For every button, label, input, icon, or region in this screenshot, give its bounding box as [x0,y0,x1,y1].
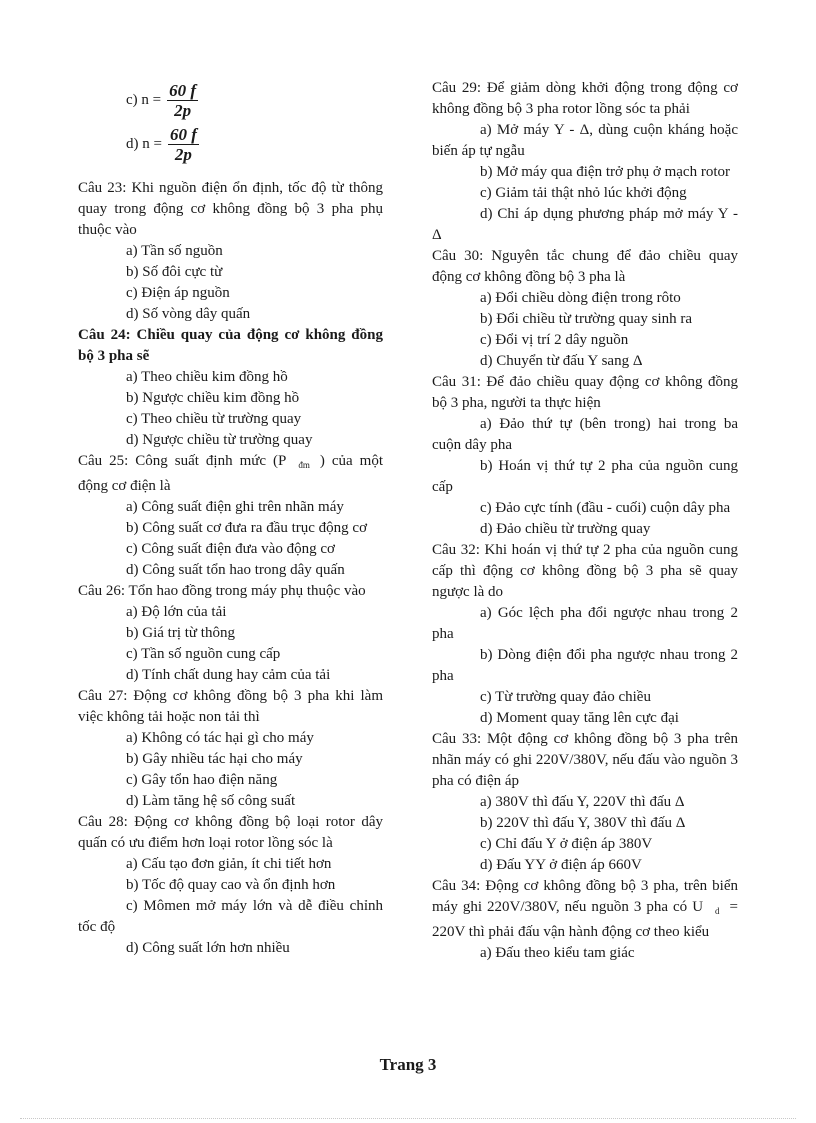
option: a) Mở máy Y - Δ, dùng cuộn kháng hoặc biến áp tự ngẫu [432,122,738,159]
option: b) Gây nhiều tác hại cho máy [126,751,303,767]
option: c) Công suất điện đưa vào động cơ [126,541,335,557]
formula-label: d) n = [126,135,162,152]
question-text-end: ) của một động cơ điện là [78,453,383,494]
fraction-numerator: 60 f [169,124,197,144]
question-text: Câu 28: Động cơ không đồng bộ loại rotor dây quấn có ưu điểm hơn loại rotor lồng sóc là [78,814,383,851]
fraction [167,81,198,120]
option: a) Không có tác hại gì cho máy [126,730,314,746]
option: d) Chuyển từ đấu Y sang Δ [480,353,643,369]
fraction-numerator: 60 f [169,80,197,100]
option: b) Số đôi cực từ [126,264,223,280]
fraction [168,125,199,164]
option: b) Dòng điện đổi pha ngược nhau trong 2 pha [432,647,738,684]
question-text: Câu 24: Chiều quay của động cơ không đồng bộ 3 pha sẽ [78,327,383,364]
question-31 [432,372,738,540]
formula-label: c) n = [126,91,162,108]
option: c) Từ trường quay đảo chiều [480,689,651,705]
question-text: Câu 33: Một động cơ không đồng bộ 3 pha trên nhãn máy có ghi 220V/380V, nếu đấu vào nguồn 3 pha có điện áp [432,731,738,789]
option: a) Đấu theo kiểu tam giác [480,945,635,961]
option: c) Điện áp nguồn [126,285,230,301]
question-24 [78,325,383,451]
fraction-denominator: 2p [174,100,192,120]
option: b) Ngược chiều kim đồng hồ [126,390,300,406]
option: d) Đấu YY ở điện áp 660V [480,857,642,873]
option: c) Theo chiều từ trường quay [126,411,302,427]
question-text-start: Câu 34: Động cơ không đồng bộ 3 pha, trên biển máy ghi 220V/380V, nếu nguồn 3 pha có U [432,878,738,915]
option: a) Công suất điện ghi trên nhãn máy [126,499,344,515]
question-text: Câu 29: Để giảm dòng khởi động trong động cơ không đồng bộ 3 pha rotor lồng sóc ta phải [432,80,738,117]
option: a) Đảo thứ tự (bên trong) hai trong ba cuộn dây pha [432,416,738,453]
option: a) 380V thì đấu Y, 220V thì đấu Δ [480,794,685,810]
option: c) Gây tổn hao điện năng [126,772,278,788]
option: d) Công suất tổn hao trong dây quấn [126,562,345,578]
question-30 [432,246,738,372]
question-text [78,451,383,497]
formula-c [126,78,383,122]
left-column [78,78,383,959]
question-text: Câu 30: Nguyên tắc chung để đảo chiều quay động cơ không đồng bộ 3 pha là [432,248,738,285]
option: b) Tốc độ quay cao và ổn định hơn [126,877,336,893]
option: b) Mở máy qua điện trở phụ ở mạch rotor [480,164,730,180]
question-33 [432,729,738,876]
page-number: Trang 3 [379,1055,437,1074]
option: c) Mômen mở máy lớn và dễ điều chỉnh tốc độ [78,898,383,935]
option: b) Hoán vị thứ tự 2 pha của nguồn cung cấp [432,458,738,495]
subscript: đm [298,460,310,470]
option: c) Đảo cực tính (đầu - cuối) cuộn dây pha [480,500,731,516]
option: b) 220V thì đấu Y, 380V thì đấu Δ [480,815,686,831]
question-text-end: = 220V thì phải đấu vận hành động cơ theo kiểu [432,899,738,940]
option: a) Đổi chiều dòng điện trong rôto [480,290,681,306]
page-divider [20,1118,796,1119]
question-32 [432,540,738,729]
option: c) Tần số nguồn cung cấp [126,646,281,662]
question-23 [78,178,383,325]
question-text: Câu 26: Tổn hao đồng trong máy phụ thuộc vào [78,583,366,599]
question-text: Câu 23: Khi nguồn điện ổn định, tốc độ từ thông quay trong động cơ không đồng bộ 3 pha phụ thuộc vào [78,180,383,238]
option: d) Ngược chiều từ trường quay [126,432,313,448]
question-text: Câu 27: Động cơ không đồng bộ 3 pha khi làm việc không tải hoặc non tải thì [78,688,383,725]
option: d) Đảo chiều từ trường quay [480,521,651,537]
question-text [432,876,738,943]
option: a) Góc lệch pha đổi ngược nhau trong 2 pha [432,605,738,642]
option: c) Chỉ đấu Y ở điện áp 380V [480,836,653,852]
option: d) Tính chất dung hay cảm của tải [126,667,331,683]
option: b) Đổi chiều từ trường quay sinh ra [480,311,693,327]
question-26 [78,581,383,686]
subscript: d [715,906,720,916]
option: a) Cấu tạo đơn giản, ít chi tiết hơn [126,856,332,872]
option: d) Công suất lớn hơn nhiều [126,940,290,956]
option: d) Làm tăng hệ số công suất [126,793,296,809]
formula-d [126,122,383,166]
question-34 [432,876,738,964]
question-text: Câu 32: Khi hoán vị thứ tự 2 pha của nguồn cung cấp thì động cơ không đồng bộ 3 pha sẽ quay ngược là do [432,542,738,600]
question-text-start: Câu 25: Công suất định mức (P [78,453,287,469]
option: a) Theo chiều kim đồng hồ [126,369,288,385]
question-28 [78,812,383,959]
option: d) Số vòng dây quấn [126,306,251,322]
question-29 [432,78,738,246]
question-text: Câu 31: Để đảo chiều quay động cơ không đồng bộ 3 pha, người ta thực hiện [432,374,738,411]
option: b) Giá trị từ thông [126,625,235,641]
option: d) Moment quay tăng lên cực đại [480,710,679,726]
option: c) Giảm tải thật nhỏ lúc khởi động [480,185,687,201]
right-column [432,78,738,964]
option: a) Độ lớn của tải [126,604,227,620]
question-27 [78,686,383,812]
question-25 [78,451,383,581]
option: c) Đổi vị trí 2 dây nguồn [480,332,629,348]
option: b) Công suất cơ đưa ra đầu trục động cơ [126,520,368,536]
option: a) Tần số nguồn [126,243,223,259]
fraction-denominator: 2p [174,144,192,164]
option: d) Chỉ áp dụng phương pháp mở máy Y - Δ [432,206,738,243]
